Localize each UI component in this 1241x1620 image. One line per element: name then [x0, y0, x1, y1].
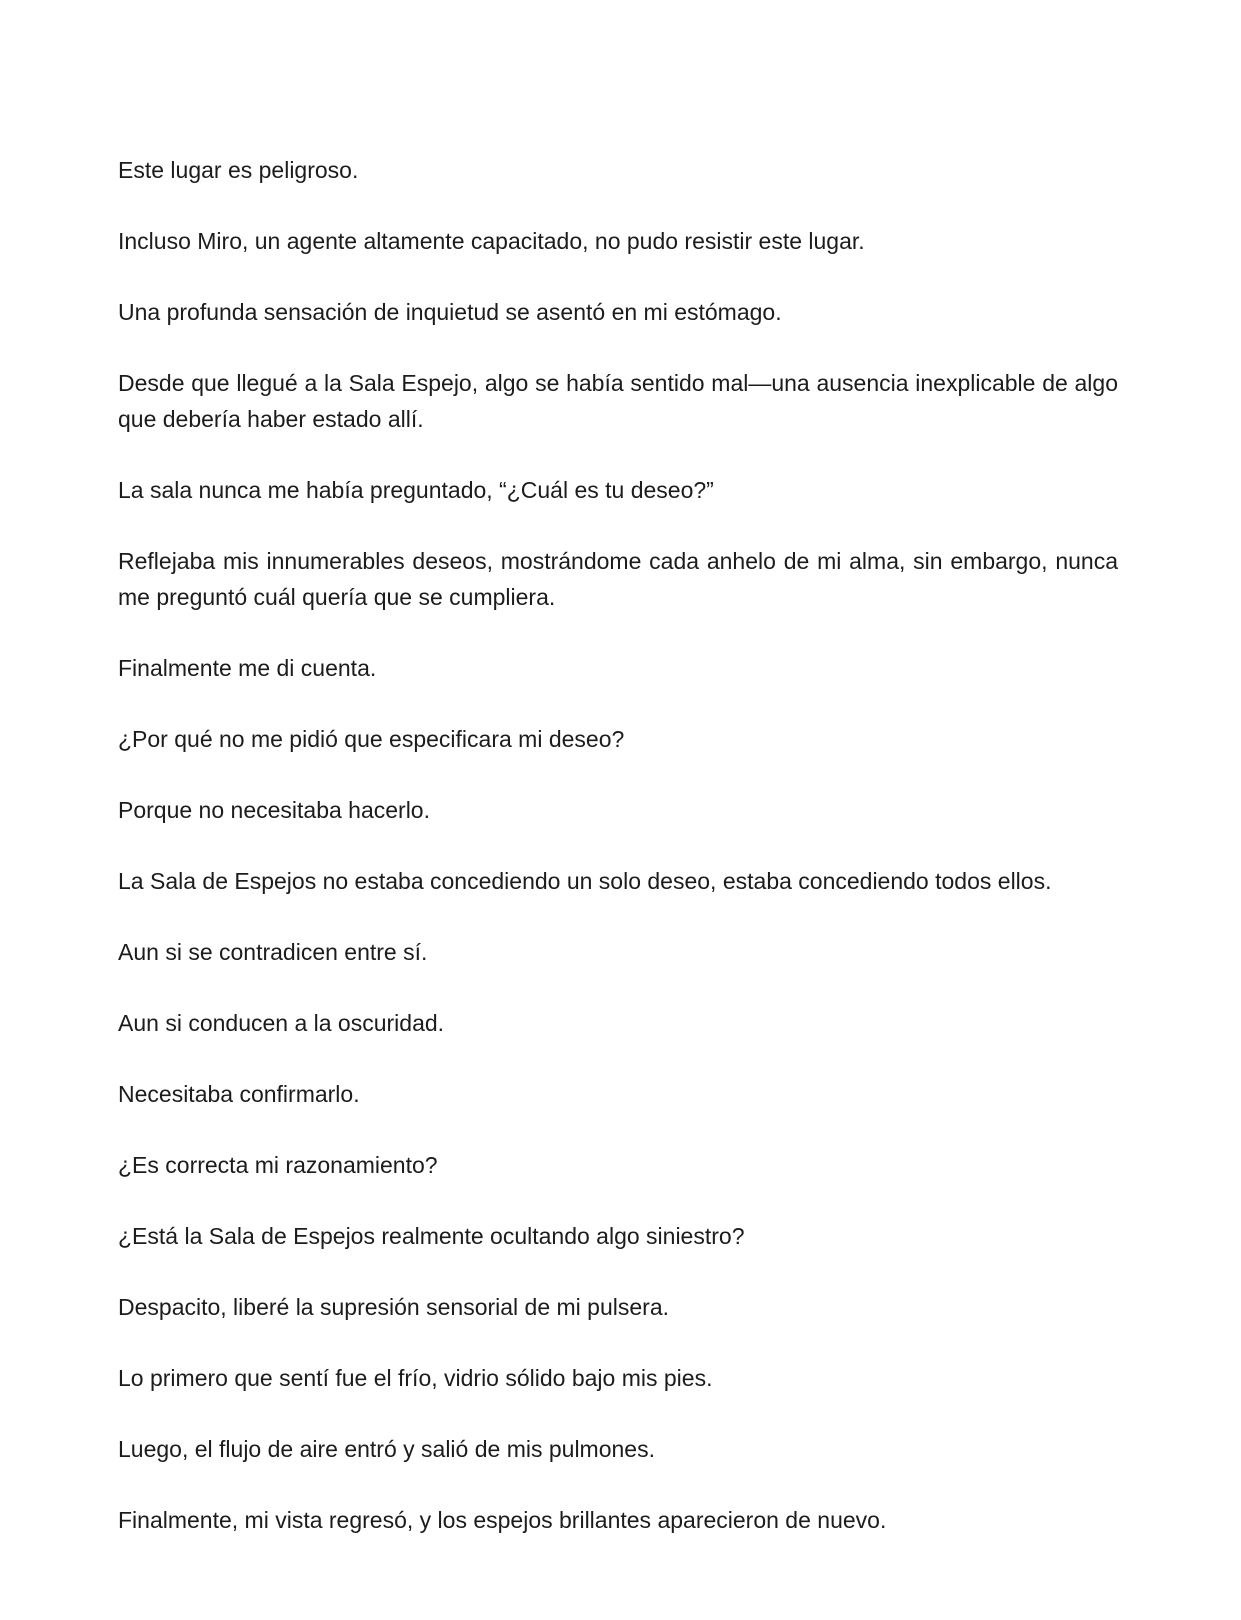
paragraph: Incluso Miro, un agente altamente capacitado, no pudo resistir este lugar. [118, 228, 865, 254]
paragraph: Este lugar es peligroso. [118, 157, 359, 183]
paragraph: Lo primero que sentí fue el frío, vidrio sólido bajo mis pies. [118, 1365, 713, 1391]
paragraph: Una profunda sensación de inquietud se asentó en mi estómago. [118, 299, 782, 325]
document-body [118, 152, 1118, 1573]
paragraph: Reflejaba mis innumerables deseos, mostrándome cada anhelo de mi alma, sin embargo, nunca me preguntó cuál quería que se cumpliera. [118, 548, 1118, 610]
paragraph: Porque no necesitaba hacerlo. [118, 797, 430, 823]
paragraph: Luego, el flujo de aire entró y salió de mis pulmones. [118, 1436, 655, 1462]
paragraph: Aun si conducen a la oscuridad. [118, 1010, 445, 1036]
paragraph: Despacito, liberé la supresión sensorial de mi pulsera. [118, 1294, 670, 1320]
paragraph: Finalmente me di cuenta. [118, 655, 377, 681]
paragraph: ¿Por qué no me pidió que especificara mi deseo? [118, 726, 625, 752]
paragraph: La Sala de Espejos no estaba concediendo un solo deseo, estaba concediendo todos ellos. [118, 868, 1052, 894]
paragraph: Necesitaba confirmarlo. [118, 1081, 360, 1107]
paragraph: Desde que llegué a la Sala Espejo, algo se había sentido mal—una ausencia inexplicable de algo que debería haber estado allí. [118, 370, 1118, 432]
paragraph: ¿Está la Sala de Espejos realmente ocultando algo siniestro? [118, 1223, 745, 1249]
paragraph: Aun si se contradicen entre sí. [118, 939, 428, 965]
paragraph: ¿Es correcta mi razonamiento? [118, 1152, 438, 1178]
paragraph: Finalmente, mi vista regresó, y los espejos brillantes aparecieron de nuevo. [118, 1507, 887, 1533]
paragraph: La sala nunca me había preguntado, “¿Cuál es tu deseo?” [118, 477, 714, 503]
